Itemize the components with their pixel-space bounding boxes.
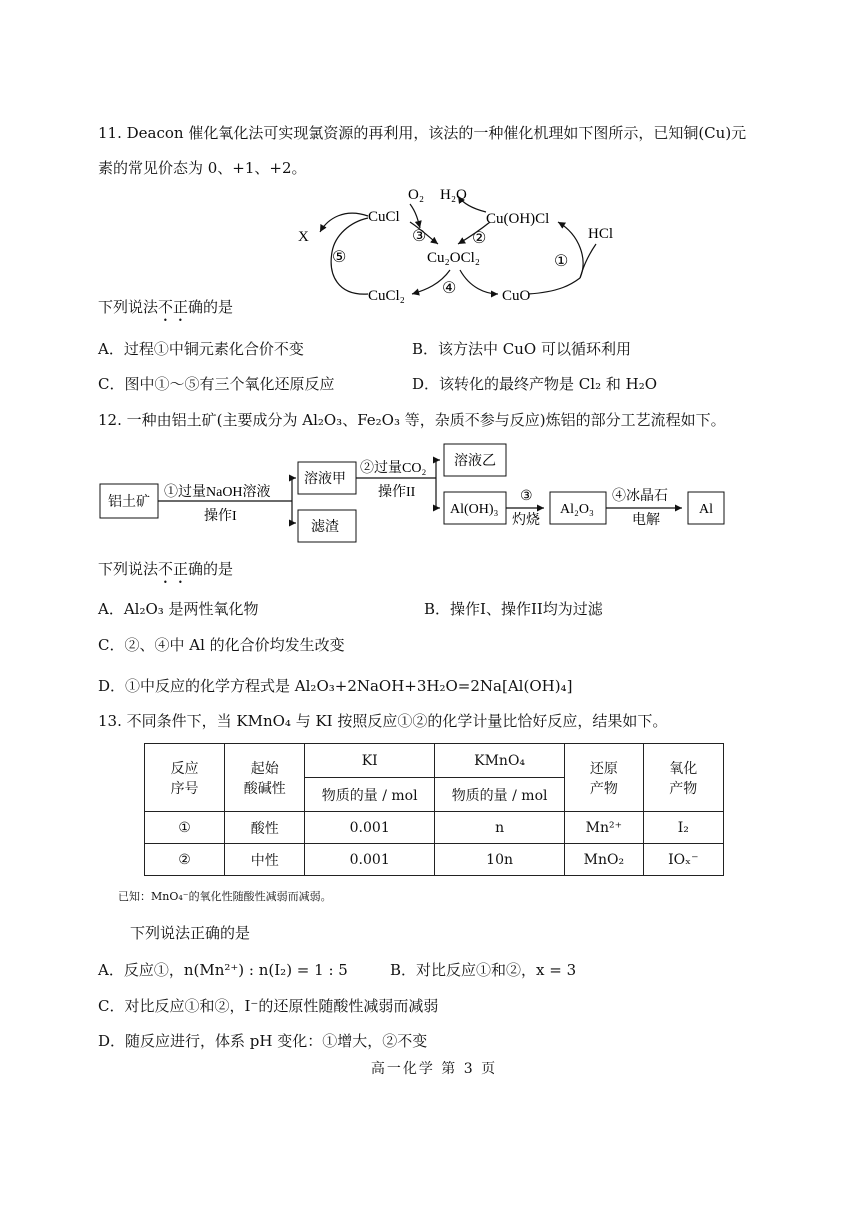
th-kmno4-amount: 物质的量 / mol <box>435 778 565 812</box>
th-seq: 反应 序号 <box>145 744 225 812</box>
cell-red: MnO₂ <box>565 844 644 876</box>
flow-al2o3: Al₂O₃ <box>560 502 594 517</box>
q13-option-a: A．反应①，n(Mn²⁺) : n(I₂) = 1 : 5 <box>98 961 348 979</box>
th-ki: KI <box>305 744 435 778</box>
q13-option-c: C．对比反应①和②，I⁻的还原性随酸性减弱而减弱 <box>98 997 439 1015</box>
q12-option-a: A．Al₂O₃ 是两性氧化物 <box>98 600 259 618</box>
flow-electro: 电解 <box>632 513 660 528</box>
diagram-x: X <box>298 229 309 245</box>
q11-stem-line1: 11. Deacon 催化氧化法可实现氯资源的再利用，该法的一种催化机理如下图所示，已知铜(Cu)元 <box>98 124 747 142</box>
cell-kmno4: 10n <box>435 844 565 876</box>
diagram-step2: ② <box>472 230 487 247</box>
cell-red: Mn²⁺ <box>565 812 644 844</box>
q13-option-d: D．随反应进行，体系 pH 变化：①增大，②不变 <box>98 1032 428 1050</box>
th-ki-amount: 物质的量 / mol <box>305 778 435 812</box>
q13-prompt: 下列说法正确的是 <box>130 924 251 942</box>
q13-table <box>144 743 724 876</box>
table-row <box>145 812 724 844</box>
q12-option-b: B．操作I、操作II均为过滤 <box>424 600 603 618</box>
flow-step4: ④冰晶石 <box>612 489 668 504</box>
diagram-step4: ④ <box>442 280 457 297</box>
flow-yi: 溶液乙 <box>454 454 496 469</box>
table-row <box>145 844 724 876</box>
diagram-cuohcl: Cu(OH)Cl <box>486 211 550 227</box>
cell-acid: 酸性 <box>225 812 305 844</box>
cell-acid: 中性 <box>225 844 305 876</box>
diagram-o2: O₂ <box>408 187 425 203</box>
th-red: 还原 产物 <box>565 744 644 812</box>
cell-ox: I₂ <box>643 812 723 844</box>
q13-option-b: B．对比反应①和②，x = 3 <box>390 961 577 979</box>
flow-op2: 操作II <box>378 485 416 500</box>
diagram-step3: ③ <box>412 228 427 245</box>
diagram-h2o: H₂O <box>440 187 467 203</box>
diagram-cucl: CuCl <box>368 209 400 225</box>
q12-option-d: D．①中反应的化学方程式是 Al₂O₃+2NaOH+3H₂O=2Na[Al(OH)₄] <box>98 677 573 695</box>
flow-jia: 溶液甲 <box>304 472 346 487</box>
flow-step3: ③ <box>520 489 533 504</box>
cell-ki: 0.001 <box>305 844 435 876</box>
diagram-step1: ① <box>554 253 569 270</box>
q11-option-a: A．过程①中铜元素化合价不变 <box>98 340 304 358</box>
diagram-cu2ocl2: Cu₂OCl₂ <box>427 250 480 266</box>
th-kmno4: KMnO₄ <box>435 744 565 778</box>
cell-seq: ② <box>145 844 225 876</box>
page-footer: 高一化学 第 3 页 <box>370 1061 498 1077</box>
flow-step1: ①过量NaOH溶液 <box>164 485 271 500</box>
diagram-cucl2: CuCl₂ <box>368 288 405 304</box>
q11-option-c: C．图中①～⑤有三个氧化还原反应 <box>98 375 335 393</box>
flow-al: Al <box>699 502 713 517</box>
flow-step2: ②过量CO₂ <box>360 461 427 476</box>
diagram-step5: ⑤ <box>332 249 347 266</box>
cell-kmno4: n <box>435 812 565 844</box>
q11-prompt: 下列说法不正确的是 <box>98 298 234 316</box>
diagram-hcl: HCl <box>588 226 614 242</box>
q12-prompt: 下列说法不正确的是 <box>98 560 234 578</box>
q12-flowchart <box>96 440 736 550</box>
cell-ox: IOₓ⁻ <box>643 844 723 876</box>
q11-stem-line2: 素的常见价态为 0、+1、+2。 <box>98 159 307 177</box>
flow-op1: 操作I <box>204 509 237 524</box>
diagram-cuo: CuO <box>502 288 531 304</box>
flow-residue: 滤渣 <box>311 520 339 535</box>
q12-stem: 12. 一种由铝土矿(主要成分为 Al₂O₃、Fe₂O₃ 等，杂质不参与反应)炼铝的部分工艺流程如下。 <box>98 411 726 429</box>
flow-ore: 铝土矿 <box>108 495 150 510</box>
cell-seq: ① <box>145 812 225 844</box>
q11-catalytic-cycle-diagram <box>290 180 630 310</box>
flow-aloh3: Al(OH)₃ <box>450 502 499 517</box>
flow-burn: 灼烧 <box>512 513 540 528</box>
q12-option-c: C．②、④中 Al 的化合价均发生改变 <box>98 636 345 654</box>
q13-note: 已知：MnO₄⁻的氧化性随酸性减弱而减弱。 <box>118 890 332 903</box>
cell-ki: 0.001 <box>305 812 435 844</box>
q11-option-b: B．该方法中 CuO 可以循环利用 <box>412 340 631 358</box>
th-acid: 起始 酸碱性 <box>225 744 305 812</box>
q11-option-d: D．该转化的最终产物是 Cl₂ 和 H₂O <box>412 375 658 393</box>
q13-stem: 13. 不同条件下，当 KMnO₄ 与 KI 按照反应①②的化学计量比恰好反应，结果如下。 <box>98 712 668 730</box>
th-ox: 氧化 产物 <box>643 744 723 812</box>
